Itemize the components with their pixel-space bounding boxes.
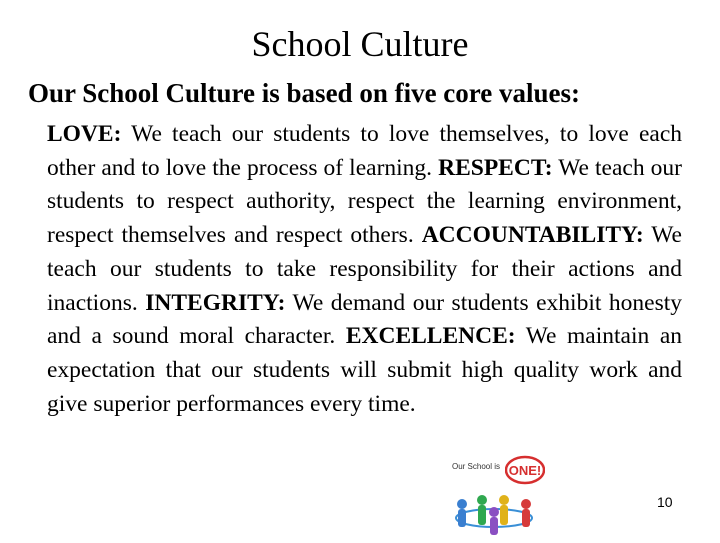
value-name-love: LOVE: [47, 121, 122, 147]
value-name-respect: RESPECT: [438, 154, 553, 181]
value-name-accountability: ACCOUNTABILITY: [421, 222, 644, 249]
value-name-excellence: EXCELLENCE: [345, 323, 516, 350]
slide-title: School Culture [251, 24, 469, 64]
value-name-integrity: INTEGRITY: [145, 289, 286, 316]
one-badge-icon [505, 455, 545, 485]
value-text-respect: We teach our students to respect authority, respect the learning environment, respect themselves and respect others. [47, 154, 682, 249]
page-number: 10 [657, 494, 673, 510]
logo-caption: Our School is [452, 462, 501, 471]
core-values-paragraph [47, 118, 682, 421]
one-badge-text: ONE! [508, 463, 542, 478]
one-badge [505, 455, 545, 485]
value-text-love: We teach our students to love themselves, to love each other and to love the process of learning. [47, 121, 682, 181]
slide-subtitle: Our School Culture is based on five core values: [28, 78, 581, 108]
value-text-accountability: We teach our students to take responsibility for their actions and inactions. [47, 222, 682, 316]
value-text-integrity: We demand our students exhibit honesty and a sound moral character. [47, 289, 683, 350]
value-text-excellence: We maintain an expectation that our students will submit high quality work and give superior performances every time. [47, 323, 683, 417]
